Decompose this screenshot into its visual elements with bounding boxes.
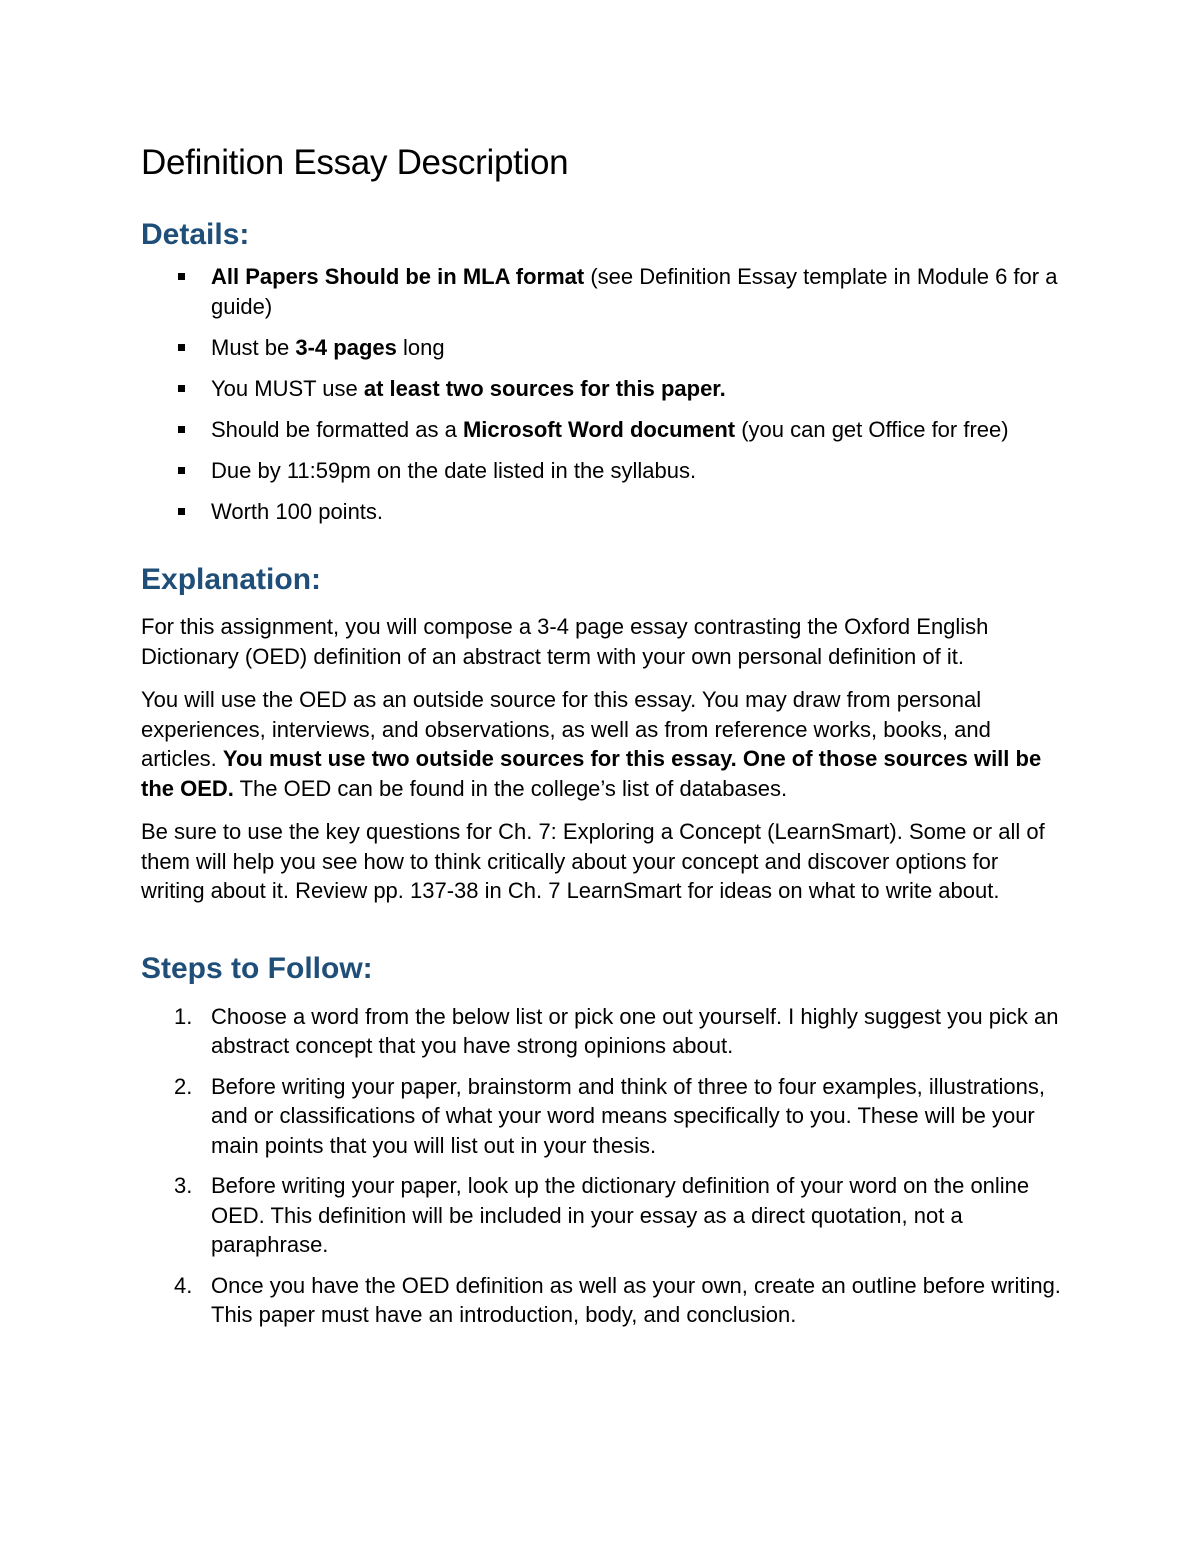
- bullet-icon: [178, 467, 185, 474]
- step-text: Before writing your paper, look up the dictionary definition of your word on the online OED. This definition will be included in your essay as a direct quotation, not a paraphrase.: [211, 1173, 1030, 1257]
- details-item-bold: at least two sources for this paper.: [363, 375, 726, 401]
- details-item-rest: (see Definition Essay template in Module 6 for a guide): [211, 264, 1058, 319]
- details-list: [141, 262, 1061, 526]
- details-item: [141, 497, 1061, 527]
- details-item: [141, 415, 1061, 445]
- details-item: [141, 333, 1061, 363]
- details-item-pre: Should be formatted as a: [211, 416, 463, 442]
- document-title: Definition Essay Description: [141, 143, 569, 182]
- details-item-bold: All Papers Should be in MLA format: [211, 264, 585, 289]
- bullet-icon: [178, 273, 185, 280]
- step-number: 2.: [174, 1073, 193, 1099]
- document-content: [141, 141, 1061, 1330]
- step-text: Once you have the OED definition as well as your own, create an outline before writing. This paper must have an introduction, body, and conclusion.: [211, 1272, 1061, 1327]
- step-item: [141, 1072, 1061, 1161]
- explanation-p2-post: The OED can be found in the college’s list of databases.: [233, 775, 788, 801]
- explanation-body: [141, 612, 1061, 906]
- details-heading: Details:: [141, 218, 250, 251]
- steps-list: [141, 1002, 1061, 1330]
- details-item-rest: long: [396, 334, 445, 360]
- details-item-text: Due by 11:59pm on the date listed in the syllabus.: [211, 457, 697, 483]
- step-text: Before writing your paper, brainstorm and think of three to four examples, illustrations, and or classifications of what your word means specifically to you. These will be your main points that you will list out in your thesis.: [211, 1073, 1045, 1158]
- details-item-bold: Microsoft Word document: [462, 416, 736, 442]
- explanation-p2-pre: You will use the OED as an outside source for this essay. You may draw from personal experiences, interviews, and observations, as well as from reference works, books, and articles.: [141, 687, 991, 771]
- step-item: [141, 1002, 1061, 1061]
- details-item: [141, 374, 1061, 404]
- explanation-heading: Explanation:: [141, 563, 322, 596]
- explanation-p2-bold: You must use two outside sources for this essay. One of those sources will be the OED.: [141, 746, 1042, 801]
- steps-heading: Steps to Follow:: [141, 951, 373, 985]
- explanation-paragraph-1: For this assignment, you will compose a 3-4 page essay contrasting the Oxford English Dictionary (OED) definition of an abstract term with your own personal definition of it.: [141, 614, 989, 669]
- details-item: [141, 262, 1061, 321]
- bullet-icon: [178, 426, 185, 433]
- details-item-pre: Must be: [211, 334, 296, 360]
- step-number: 1.: [174, 1003, 193, 1029]
- details-item-rest: (you can get Office for free): [735, 416, 1009, 442]
- details-item-text: Worth 100 points.: [211, 498, 384, 524]
- step-item: [141, 1271, 1061, 1330]
- bullet-icon: [178, 385, 185, 392]
- step-number: 3.: [174, 1173, 193, 1198]
- details-item-pre: You MUST use: [211, 375, 364, 401]
- details-item: [141, 456, 1061, 486]
- explanation-paragraph-2: [141, 685, 1061, 803]
- explanation-paragraph-3: Be sure to use the key questions for Ch. 7: Exploring a Concept (LearnSmart). Some or all of them will help you see how to think critically about your concept and discover options for writing about it. Review pp. 137-38 in Ch. 7 LearnSmart for ideas on what to write about.: [141, 819, 1045, 903]
- bullet-icon: [178, 508, 185, 515]
- step-number: 4.: [174, 1272, 193, 1298]
- step-item: [141, 1171, 1061, 1260]
- details-item-bold: 3-4 pages: [295, 334, 397, 360]
- step-text: Choose a word from the below list or pick one out yourself. I highly suggest you pick an abstract concept that you have strong opinions about.: [211, 1003, 1059, 1058]
- bullet-icon: [178, 344, 185, 351]
